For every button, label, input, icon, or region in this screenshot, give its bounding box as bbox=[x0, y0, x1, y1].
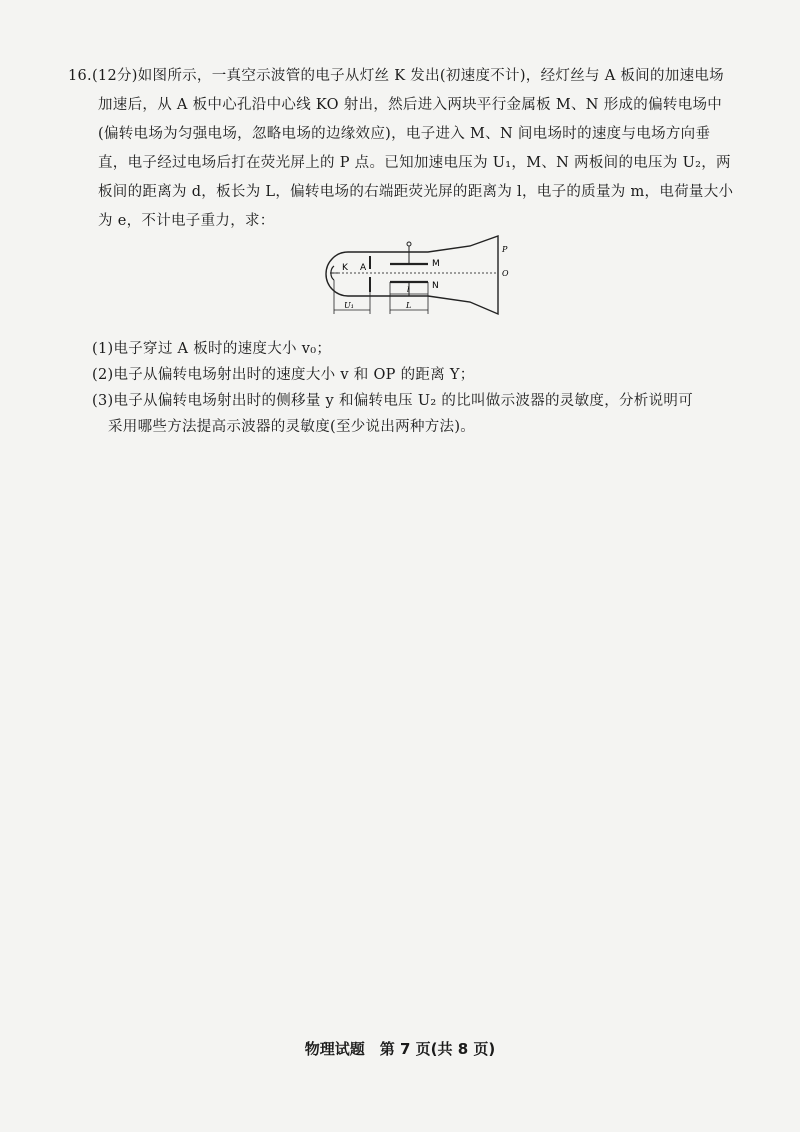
subquestion-1-text: (1)电子穿过 A 板时的速度大小 v₀； bbox=[92, 341, 332, 357]
label-m: M bbox=[432, 259, 440, 269]
subquestion-3 bbox=[92, 388, 742, 440]
question-stem bbox=[68, 62, 736, 236]
label-small-l: l bbox=[407, 286, 410, 294]
subquestion-1 bbox=[92, 336, 742, 362]
subquestion-2 bbox=[92, 362, 742, 388]
question-16 bbox=[68, 62, 736, 236]
subquestion-3-line2: 采用哪些方法提高示波器的灵敏度(至少说出两种方法)。 bbox=[108, 419, 476, 435]
question-number: 16. bbox=[68, 68, 92, 84]
subquestion-3-line1: (3)电子从偏转电场射出时的侧移量 y 和偏转电压 U₂ 的比叫做示波器的灵敏度，分析说明可 bbox=[92, 393, 693, 409]
oscilloscope-tube-diagram bbox=[320, 234, 510, 324]
label-n: N bbox=[432, 281, 439, 291]
page-footer: 物理试题 第 7 页(共 8 页) bbox=[304, 1040, 496, 1058]
question-text: (12分)如图所示，一真空示波管的电子从灯丝 K 发出(初速度不计)，经灯丝与 A 板间的加速电场加速后，从 A 板中心孔沿中心线 KO 射出，然后进入两块平行金属板 M、N 形成的偏转电场中(偏转电场为匀强电场，忽略电场的边缘效应)，电子进入 M、N 间电场时的速度与电场方向垂直，电子经过电场后打在荧光屏上的 P 点。已知加速电压为 U₁，M、N 两板间的电压为 U₂，两板间的距离为 d，板长为 L，偏转电场的右端距荧光屏的距离为 l，电子的质量为 m，电荷量大小为 e，不计电子重力，求： bbox=[91, 68, 734, 229]
label-big-l: L bbox=[406, 301, 412, 310]
label-k: K bbox=[342, 263, 348, 273]
plate-m-terminal bbox=[407, 242, 411, 246]
label-p: P bbox=[502, 245, 508, 254]
label-o: O bbox=[502, 269, 509, 278]
label-u1: U₁ bbox=[344, 301, 354, 310]
subquestion-2-text: (2)电子从偏转电场射出时的速度大小 v 和 OP 的距离 Y； bbox=[92, 367, 475, 383]
label-a: A bbox=[360, 263, 367, 273]
